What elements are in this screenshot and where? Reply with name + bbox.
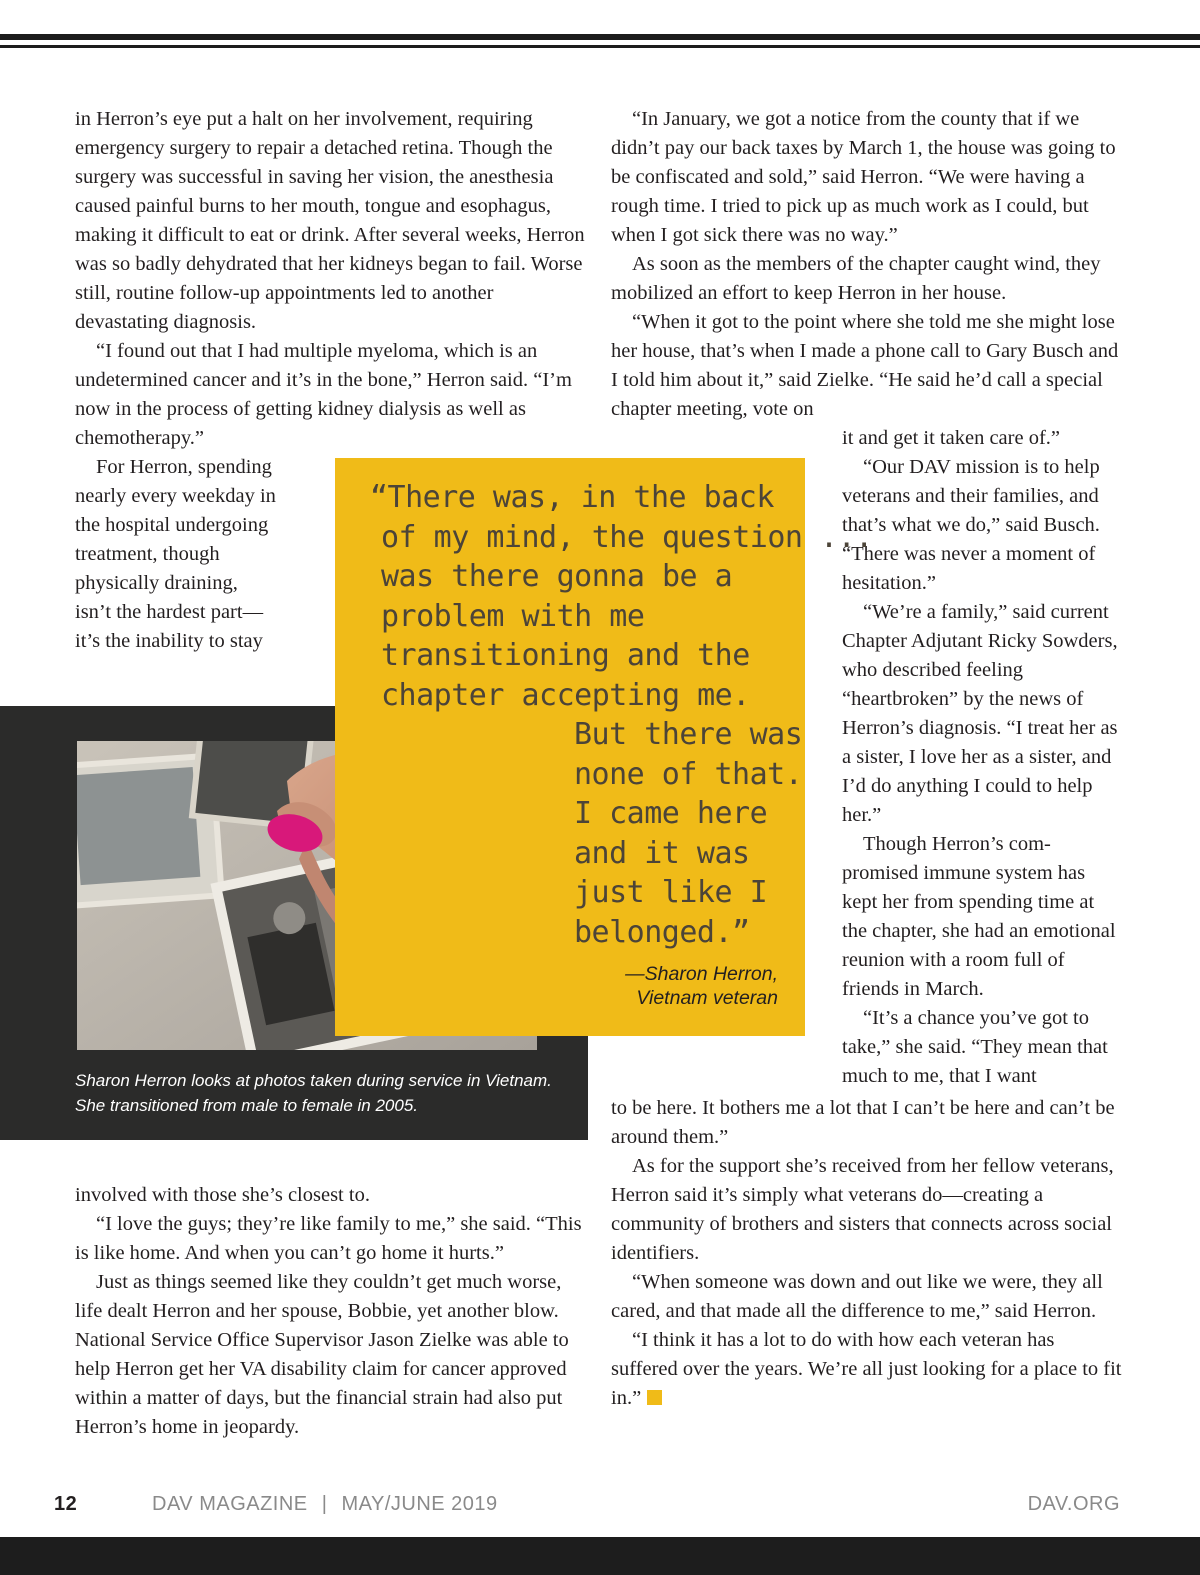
publication-name (152, 1493, 498, 1516)
pull-quote-line: chapter accepting me. (381, 678, 750, 713)
paragraph: As soon as the members of the chapter caught wind, they mobilized an effort to keep Herron in her house. (611, 253, 1101, 304)
line: nearly every weekday in (75, 485, 276, 507)
paragraph-text: “I think it has a lot to do with how each veteran has suffered over the years. We’re all just looking for a place to fit in.” (611, 1329, 1122, 1409)
paragraph: in Herron’s eye put a halt on her involvement, requiring emergency surgery to repair a detached retina. Though the surgery was successful in saving her vision, the anesthesia caused painful burns to her mouth, tongue and esophagus, making it difficult to eat or drink. After several weeks, Herron was so badly dehydrated that her kidneys began to fail. Worse still, routine follow-up appointments led to another devastating diagnosis. (75, 108, 585, 333)
pull-quote-line: just like I (574, 875, 768, 910)
paragraph: involved with those she’s closest to. (75, 1184, 370, 1206)
pull-quote-line: “There was, in the back (370, 480, 774, 515)
paragraph: “I love the guys; they’re like family to me,” she said. “This is like home. And when you can’t go home it hurts.” (75, 1213, 582, 1264)
pull-quote-attribution (600, 962, 778, 1010)
pull-quote-line: and it was (574, 836, 750, 871)
paragraph-wrap (75, 453, 315, 656)
footer-bar (0, 1537, 1200, 1575)
attribution-title: Vietnam veteran (636, 987, 778, 1009)
pull-quote-line: I came here (574, 796, 768, 831)
pull-quote-line: But there was (574, 717, 803, 752)
left-column-bottom (75, 1181, 587, 1442)
paragraph: As for the support she’s received from her fellow veterans, Herron said it’s simply what veterans do—creating a community of brothers and sisters that connects across social identifiers. (611, 1155, 1114, 1264)
pull-quote-line: was there gonna be a (381, 559, 733, 594)
pull-quote-line: transitioning and the (381, 638, 750, 673)
paragraph: Though Herron’s com-promised immune system has kept her from spending time at the chapter, she had an emotional reunion with a room full of friends in March. (842, 833, 1116, 1000)
right-column-top (611, 105, 1123, 424)
header-rule (0, 34, 1200, 40)
website: DAV.ORG (1027, 1493, 1120, 1515)
paragraph: Just as things seemed like they couldn’t get much worse, life dealt Herron and her spouse, Bobbie, yet another blow. National Service Office Supervisor Jason Zielke was able to help Herron get her VA disability claim for cancer approved within a matter of days, but the financial strain had also put Herron’s home in jeopardy. (75, 1271, 569, 1438)
paragraph: to be here. It bothers me a lot that I can’t be here and can’t be around them.” (611, 1097, 1115, 1148)
paragraph: “When someone was down and out like we were, they all cared, and that made all the difference to me,” said Herron. (611, 1271, 1103, 1322)
page-number: 12 (54, 1493, 78, 1515)
line: physically draining, (75, 572, 238, 594)
line: treatment, though (75, 543, 220, 565)
paragraph (611, 1326, 1123, 1413)
attribution-name: —Sharon Herron, (625, 963, 778, 985)
right-column-narrow (842, 424, 1124, 1091)
header-rule-thin (0, 45, 1200, 48)
end-mark-icon (647, 1390, 662, 1405)
publication-title: DAV MAGAZINE (152, 1493, 308, 1515)
pull-quote-line: belonged.” (574, 915, 750, 950)
paragraph: “It’s a chance you’ve got to take,” she said. “They mean that much to me, that I want (842, 1007, 1108, 1087)
photo-caption: Sharon Herron looks at photos taken during service in Vietnam. She transitioned from male to female in 2005. (75, 1071, 552, 1115)
line: the hospital undergoing (75, 514, 269, 536)
footer-separator: | (321, 1493, 328, 1515)
pull-quote-line: problem with me (381, 599, 645, 634)
paragraph: it and get it taken care of.” (842, 427, 1060, 449)
line: For Herron, spending (96, 456, 272, 478)
line: it’s the inability to stay (75, 630, 263, 652)
paragraph: “Our DAV mission is to help veterans and their families, and that’s what we do,” said Busch. “There was never a moment of hesitation.” (842, 456, 1100, 594)
right-column-bottom (611, 1094, 1123, 1413)
line: isn’t the hardest part— (75, 601, 264, 623)
paragraph: “We’re a family,” said current Chapter Adjutant Ricky Sowders, who described feeling “heartbroken” by the news of Herron’s diagnosis. “I treat her as a sister, I love her as a sister, and I’d do anything I could to help her.” (842, 601, 1118, 826)
pull-quote-line: none of that. (574, 757, 803, 792)
issue-date: MAY/JUNE 2019 (341, 1493, 498, 1515)
paragraph: “I found out that I had multiple myeloma, which is an undetermined cancer and it’s in the bone,” Herron said. “I’m now in the process of getting kidney dialysis as well as chemotherapy.” (75, 340, 572, 449)
paragraph: “When it got to the point where she told me she might lose her house, that’s when I made a phone call to Gary Busch and I told him about it,” said Zielke. “He said he’d call a special chapter meeting, vote on (611, 311, 1119, 420)
paragraph: “In January, we got a notice from the county that if we didn’t pay our back taxes by March 1, the house was going to be confiscated and sold,” said Herron. “We were having a rough time. I tried to pick up as much work as I could, but when I got sick there was no way.” (611, 108, 1116, 246)
pull-quote-line: of my mind, the question ... (381, 520, 873, 555)
